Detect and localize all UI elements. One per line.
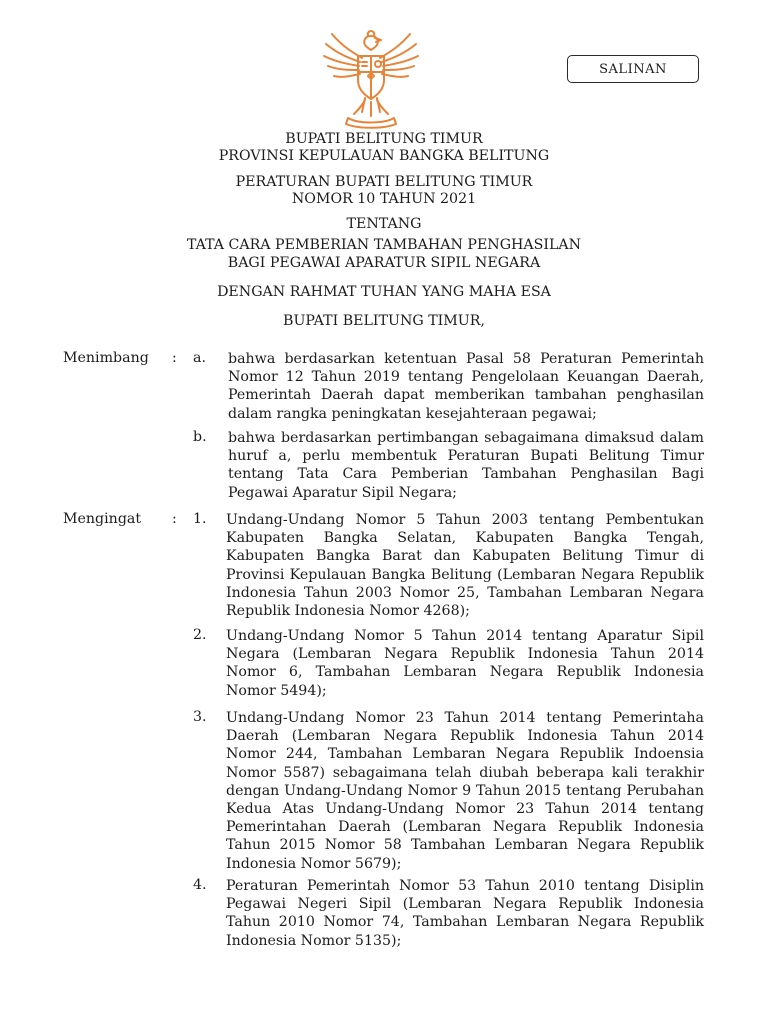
- invocation-line: DENGAN RAHMAT TUHAN YANG MAHA ESA: [217, 284, 551, 300]
- menimbang-marker-a: a.: [193, 350, 206, 366]
- regulation-title: PERATURAN BUPATI BELITUNG TIMUR: [235, 174, 533, 190]
- menimbang-colon: :: [172, 350, 177, 366]
- garuda-emblem-icon: [318, 28, 424, 130]
- mengingat-marker-1: 1.: [193, 511, 207, 527]
- mengingat-marker-4: 4.: [193, 877, 207, 893]
- menimbang-item-b: bahwa berdasarkan pertimbangan sebagaimana dimaksud dalam huruf a, perlu membentuk Peraturan Bupati Belitung Timur tentang Tata Cara Pemberian Tambahan Penghasilan Bagi Pegawai Aparatur Sipil Negara;: [228, 430, 704, 501]
- mengingat-item-3: Undang-Undang Nomor 23 Tahun 2014 tentang Pemerintaha Daerah (Lembaran Negara Republik Indonesia Tahun 2014 Nomor 244, Tambahan Lembaran Negara Republik Indoensia Nomor 5587) sebagaimana telah diubah beberapa kali terakhir dengan Undang-Undang Nomor 9 Tahun 2015 tentang Perubahan Kedua Atas Undang-Undang Nomor 23 Tahun 2014 tentang Pemerintahan Daerah (Lembaran Negara Republik Indonesia Tahun 2015 Nomor 58 Tambahan Lembaran Negara Republik Indonesia Nomor 5679);: [226, 710, 704, 872]
- mengingat-item-1: Undang-Undang Nomor 5 Tahun 2003 tentang Pembentukan Kabupaten Bangka Selatan, Kabupaten Bangka Tengah, Kabupaten Bangka Barat dan Kabupaten Belitung Timur di Provinsi Kepulauan Bangka Belitung (Lembaran Negara Republik Indonesia Tahun 2003 Nomor 25, Tambahan Lembaran Negara Republik Indonesia Nomor 4268);: [226, 512, 704, 620]
- mengingat-item-4: Peraturan Pemerintah Nomor 53 Tahun 2010 tentang Disiplin Pegawai Negeri Sipil (Lembaran Negara Republik Indonesia Tahun 2010 Nomor 74, Tambahan Lembaran Negara Republik Indonesia Nomor 5135);: [226, 878, 704, 949]
- mengingat-item-2: Undang-Undang Nomor 5 Tahun 2014 tentang Aparatur Sipil Negara (Lembaran Negara Republik Indonesia Tahun 2014 Nomor 6, Tambahan Lembaran Negara Republik Indonesia Nomor 5494);: [226, 628, 704, 699]
- menimbang-item-a: bahwa berdasarkan ketentuan Pasal 58 Peraturan Pemerintah Nomor 12 Tahun 2019 tentang Pengelolaan Keuangan Daerah, Pemerintah Daerah dapat memberikan tambahan penghasilan dalam rangka peningkatan kesejahteraan pegawai;: [228, 351, 704, 422]
- mengingat-colon: :: [172, 511, 177, 527]
- regulation-subject-line-2: BAGI PEGAWAI APARATUR SIPIL NEGARA: [227, 255, 541, 271]
- regulation-number: NOMOR 10 TAHUN 2021: [291, 191, 477, 207]
- regent-title: BUPATI BELITUNG TIMUR: [285, 131, 483, 147]
- mengingat-marker-3: 3.: [193, 709, 207, 725]
- mengingat-label: Mengingat: [63, 511, 142, 527]
- regulation-subject-line-1: TATA CARA PEMBERIAN TAMBAHAN PENGHASILAN: [186, 237, 582, 253]
- mengingat-marker-2: 2.: [193, 627, 207, 643]
- regent-salutation: BUPATI BELITUNG TIMUR,: [283, 313, 485, 329]
- tentang-heading: TENTANG: [346, 216, 422, 232]
- menimbang-marker-b: b.: [193, 429, 207, 445]
- menimbang-label: Menimbang: [63, 350, 149, 366]
- salinan-stamp: SALINAN: [567, 55, 699, 83]
- province-title: PROVINSI KEPULAUAN BANGKA BELITUNG: [218, 148, 550, 164]
